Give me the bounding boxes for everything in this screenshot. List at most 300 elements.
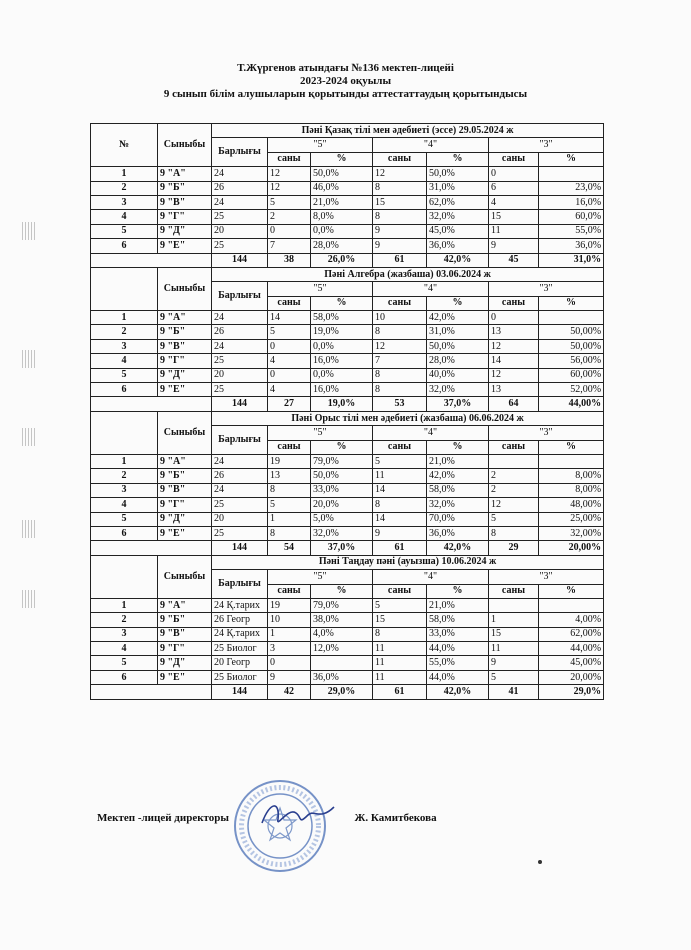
count-header: саны — [373, 440, 427, 454]
table-cell: 11 — [489, 642, 539, 656]
table-cell: 9 "Б" — [158, 469, 212, 483]
count-header: саны — [489, 152, 539, 166]
table-cell: 28,0% — [311, 239, 373, 253]
total-header: Барлығы — [212, 570, 268, 599]
table-cell: 25 — [212, 383, 268, 397]
table-cell: 3 — [91, 627, 158, 641]
table-cell: 11 — [373, 469, 427, 483]
table-cell: 14 — [268, 311, 311, 325]
table-cell: 48,00% — [539, 498, 604, 512]
class-header: Сыныбы — [158, 555, 212, 598]
table-cell: 62,00% — [539, 627, 604, 641]
table-cell: 8,0% — [311, 210, 373, 224]
table-cell — [539, 167, 604, 181]
grade-header: "3" — [489, 138, 604, 152]
grade-header: "4" — [373, 570, 489, 584]
num-header: № — [91, 124, 158, 167]
table-row — [91, 325, 604, 339]
table-cell: 31,0% — [427, 181, 489, 195]
table-cell: 9 "Г" — [158, 354, 212, 368]
table-cell: 45,00% — [539, 656, 604, 670]
table-cell: 25 Биолог — [212, 670, 268, 684]
table-cell: 9 "Д" — [158, 368, 212, 382]
table-row — [91, 498, 604, 512]
table-cell: 33,0% — [311, 483, 373, 497]
table-cell: 8 — [373, 181, 427, 195]
table-cell: 24 — [212, 483, 268, 497]
table-cell: 15 — [373, 195, 427, 209]
subject-title: Пәні Қазақ тілі мен әдебиеті (эссе) 29.05.2024 ж — [212, 124, 604, 138]
results-table — [90, 123, 604, 700]
total-cell: 29,0% — [311, 685, 373, 699]
table-cell: 14 — [489, 354, 539, 368]
table-cell: 9 "В" — [158, 627, 212, 641]
table-cell: 50,0% — [311, 167, 373, 181]
table-cell: 8,00% — [539, 469, 604, 483]
table-cell: 50,00% — [539, 325, 604, 339]
table-cell: 1 — [91, 454, 158, 468]
table-cell: 4 — [489, 195, 539, 209]
table-cell: 9 "Д" — [158, 656, 212, 670]
table-row — [91, 627, 604, 641]
table-cell: 44,0% — [427, 670, 489, 684]
table-cell: 50,00% — [539, 339, 604, 353]
table-cell: 5 — [91, 224, 158, 238]
table-cell: 9 "В" — [158, 195, 212, 209]
table-cell: 9 "А" — [158, 167, 212, 181]
pct-header: % — [311, 584, 373, 598]
table-cell: 9 "Е" — [158, 383, 212, 397]
table-cell: 5,0% — [311, 512, 373, 526]
table-cell: 24 Қ.тарих — [212, 627, 268, 641]
document-header — [0, 62, 691, 101]
total-cell: 61 — [373, 685, 427, 699]
pct-header: % — [539, 296, 604, 310]
total-cell: 144 — [212, 685, 268, 699]
table-cell: 0 — [489, 311, 539, 325]
pct-header: % — [427, 152, 489, 166]
table-cell: 15 — [373, 613, 427, 627]
table-cell: 9 "Г" — [158, 498, 212, 512]
pct-header: % — [427, 440, 489, 454]
table-cell: 9 "А" — [158, 598, 212, 612]
total-cell: 144 — [212, 397, 268, 411]
table-cell: 32,0% — [311, 526, 373, 540]
table-row — [91, 613, 604, 627]
total-header: Барлығы — [212, 426, 268, 455]
table-cell: 12,0% — [311, 642, 373, 656]
table-cell: 6 — [91, 383, 158, 397]
table-cell — [539, 598, 604, 612]
table-cell: 3 — [91, 483, 158, 497]
total-row-spacer — [91, 253, 212, 267]
num-header — [91, 267, 158, 310]
total-cell: 144 — [212, 253, 268, 267]
total-cell: 29,0% — [539, 685, 604, 699]
table-cell: 36,0% — [427, 526, 489, 540]
table-cell: 1 — [489, 613, 539, 627]
total-cell: 42,0% — [427, 541, 489, 555]
table-cell: 7 — [373, 354, 427, 368]
academic-year: 2023-2024 оқуылы — [299, 75, 392, 87]
table-cell: 0,0% — [311, 368, 373, 382]
total-cell: 38 — [268, 253, 311, 267]
pct-header: % — [427, 584, 489, 598]
table-cell: 28,0% — [427, 354, 489, 368]
table-cell: 33,0% — [427, 627, 489, 641]
table-cell: 5 — [268, 195, 311, 209]
table-cell: 25 — [212, 210, 268, 224]
scan-artifact — [22, 350, 36, 368]
director-name: Ж. Камитбекова — [354, 812, 437, 824]
table-cell: 5 — [91, 656, 158, 670]
table-cell: 16,0% — [311, 354, 373, 368]
subject-header-row — [91, 555, 604, 569]
table-cell: 20 — [212, 368, 268, 382]
table-cell: 9 "А" — [158, 454, 212, 468]
table-cell: 5 — [91, 368, 158, 382]
table-cell: 19 — [268, 454, 311, 468]
pct-header: % — [311, 296, 373, 310]
table-cell: 32,00% — [539, 526, 604, 540]
total-cell: 42,0% — [427, 685, 489, 699]
total-cell: 29 — [489, 541, 539, 555]
grade-header: "5" — [268, 138, 373, 152]
table-cell: 16,0% — [539, 195, 604, 209]
table-cell: 24 — [212, 454, 268, 468]
table-cell — [311, 656, 373, 670]
school-name: Т.Жүргенов атындағы №136 мектеп-лицейі — [237, 62, 454, 74]
total-cell: 42,0% — [427, 253, 489, 267]
table-cell: 23,0% — [539, 181, 604, 195]
pct-header: % — [427, 296, 489, 310]
grade-header: "5" — [268, 282, 373, 296]
table-cell: 26 — [212, 325, 268, 339]
table-cell: 32,0% — [427, 498, 489, 512]
num-header — [91, 555, 158, 598]
table-cell: 62,0% — [427, 195, 489, 209]
table-cell: 0 — [489, 167, 539, 181]
table-cell: 8 — [373, 368, 427, 382]
table-cell: 14 — [373, 512, 427, 526]
table-row — [91, 354, 604, 368]
table-row — [91, 195, 604, 209]
table-row — [91, 483, 604, 497]
pct-header: % — [539, 440, 604, 454]
table-cell: 6 — [489, 181, 539, 195]
table-cell: 25 — [212, 526, 268, 540]
table-cell: 8 — [268, 483, 311, 497]
subject-title: Пәні Алгебра (жазбаша) 03.06.2024 ж — [212, 267, 604, 281]
table-cell: 8 — [373, 210, 427, 224]
table-cell: 42,0% — [427, 311, 489, 325]
count-header: саны — [373, 152, 427, 166]
table-cell: 12 — [373, 339, 427, 353]
grade-header: "5" — [268, 570, 373, 584]
table-cell: 2 — [91, 469, 158, 483]
table-cell: 3 — [91, 195, 158, 209]
table-cell: 79,0% — [311, 454, 373, 468]
total-row-spacer — [91, 397, 212, 411]
table-cell — [489, 598, 539, 612]
table-cell: 50,0% — [427, 339, 489, 353]
table-cell: 8 — [373, 498, 427, 512]
table-cell: 4 — [268, 354, 311, 368]
table-row — [91, 454, 604, 468]
class-header: Сыныбы — [158, 267, 212, 310]
table-cell: 20 — [212, 224, 268, 238]
table-cell: 5 — [268, 498, 311, 512]
table-cell: 0 — [268, 368, 311, 382]
table-cell: 42,0% — [427, 469, 489, 483]
table-cell: 12 — [489, 368, 539, 382]
table-cell: 21,0% — [311, 195, 373, 209]
table-cell: 2 — [91, 613, 158, 627]
table-cell: 0 — [268, 339, 311, 353]
table-cell: 24 — [212, 311, 268, 325]
count-header: саны — [373, 296, 427, 310]
total-cell: 61 — [373, 253, 427, 267]
table-cell: 11 — [373, 656, 427, 670]
table-cell: 0 — [268, 224, 311, 238]
table-row — [91, 526, 604, 540]
table-cell: 50,0% — [311, 469, 373, 483]
table-cell: 45,0% — [427, 224, 489, 238]
table-cell: 24 Қ.тарих — [212, 598, 268, 612]
table-cell: 55,0% — [427, 656, 489, 670]
table-cell: 20,0% — [311, 498, 373, 512]
table-cell: 11 — [373, 642, 427, 656]
grade-header: "3" — [489, 570, 604, 584]
table-cell: 0,0% — [311, 224, 373, 238]
subject-title: Пәні Орыс тілі мен әдебиеті (жазбаша) 06.06.2024 ж — [212, 411, 604, 425]
count-header: саны — [268, 584, 311, 598]
table-cell: 4 — [91, 210, 158, 224]
table-cell: 21,0% — [427, 598, 489, 612]
table-row — [91, 210, 604, 224]
total-row — [91, 541, 604, 555]
table-cell: 11 — [373, 670, 427, 684]
grade-header: "3" — [489, 426, 604, 440]
table-cell: 1 — [91, 311, 158, 325]
total-cell: 64 — [489, 397, 539, 411]
scan-dot — [538, 860, 542, 864]
total-row-spacer — [91, 541, 212, 555]
count-header: саны — [373, 584, 427, 598]
total-cell: 19,0% — [311, 397, 373, 411]
table-cell: 9 "Е" — [158, 670, 212, 684]
table-cell: 9 "Е" — [158, 526, 212, 540]
table-cell: 15 — [489, 627, 539, 641]
table-cell: 36,0% — [539, 239, 604, 253]
table-cell: 9 "Г" — [158, 642, 212, 656]
table-cell: 9 — [373, 526, 427, 540]
table-cell: 8 — [268, 526, 311, 540]
scan-artifact — [22, 222, 36, 240]
grade-header: "4" — [373, 426, 489, 440]
pct-header: % — [311, 440, 373, 454]
table-cell: 4 — [91, 498, 158, 512]
total-cell: 54 — [268, 541, 311, 555]
table-cell: 7 — [268, 239, 311, 253]
table-cell: 2 — [268, 210, 311, 224]
table-cell: 8 — [373, 383, 427, 397]
table-cell: 52,00% — [539, 383, 604, 397]
table-cell: 24 — [212, 195, 268, 209]
subject-header-row — [91, 267, 604, 281]
document-title: 9 сынып білім алушыларын қорытынды аттестаттаудың қорытындысы — [163, 88, 528, 100]
table-cell: 44,00% — [539, 642, 604, 656]
table-cell: 26 — [212, 469, 268, 483]
subject-title: Пәні Таңдау пәні (ауызша) 10.06.2024 ж — [212, 555, 604, 569]
total-row-spacer — [91, 685, 212, 699]
table-row — [91, 239, 604, 253]
table-cell: 25 Биолог — [212, 642, 268, 656]
table-cell: 3 — [268, 642, 311, 656]
table-cell: 55,0% — [539, 224, 604, 238]
total-cell: 27 — [268, 397, 311, 411]
table-cell: 9 "А" — [158, 311, 212, 325]
table-cell: 8 — [373, 627, 427, 641]
total-cell: 44,00% — [539, 397, 604, 411]
class-header: Сыныбы — [158, 411, 212, 454]
table-cell: 40,0% — [427, 368, 489, 382]
table-cell: 26 Геогр — [212, 613, 268, 627]
pct-header: % — [539, 152, 604, 166]
table-cell: 9 "Д" — [158, 512, 212, 526]
count-header: саны — [489, 296, 539, 310]
table-row — [91, 642, 604, 656]
table-cell: 9 "Д" — [158, 224, 212, 238]
table-cell: 24 — [212, 339, 268, 353]
table-cell — [539, 454, 604, 468]
total-cell: 61 — [373, 541, 427, 555]
table-cell — [489, 454, 539, 468]
table-cell: 58,0% — [311, 311, 373, 325]
table-cell: 6 — [91, 526, 158, 540]
total-header: Барлығы — [212, 282, 268, 311]
table-cell: 20 — [212, 512, 268, 526]
table-cell: 9 — [489, 239, 539, 253]
table-cell: 11 — [489, 224, 539, 238]
table-cell: 9 "Е" — [158, 239, 212, 253]
subject-header-row — [91, 411, 604, 425]
table-cell: 9 — [268, 670, 311, 684]
table-cell: 10 — [268, 613, 311, 627]
table-cell: 2 — [91, 181, 158, 195]
table-cell: 3 — [91, 339, 158, 353]
total-header: Барлығы — [212, 138, 268, 167]
total-cell: 45 — [489, 253, 539, 267]
table-cell: 4 — [91, 642, 158, 656]
count-header: саны — [489, 440, 539, 454]
table-cell: 4 — [91, 354, 158, 368]
total-cell: 31,0% — [539, 253, 604, 267]
table-cell: 1 — [91, 167, 158, 181]
table-cell: 4 — [268, 383, 311, 397]
table-cell: 8 — [373, 325, 427, 339]
table-cell: 44,0% — [427, 642, 489, 656]
total-cell: 53 — [373, 397, 427, 411]
table-cell: 12 — [489, 339, 539, 353]
table-cell: 0 — [268, 656, 311, 670]
results-table-body — [91, 124, 604, 700]
table-cell: 36,0% — [311, 670, 373, 684]
total-row — [91, 685, 604, 699]
table-row — [91, 670, 604, 684]
table-row — [91, 512, 604, 526]
table-row — [91, 368, 604, 382]
table-cell: 9 "В" — [158, 483, 212, 497]
table-cell: 13 — [489, 325, 539, 339]
table-cell: 31,0% — [427, 325, 489, 339]
table-cell: 46,0% — [311, 181, 373, 195]
total-cell: 20,00% — [539, 541, 604, 555]
grade-header: "5" — [268, 426, 373, 440]
table-cell: 6 — [91, 670, 158, 684]
table-cell: 4,00% — [539, 613, 604, 627]
table-cell: 13 — [489, 383, 539, 397]
table-cell: 14 — [373, 483, 427, 497]
table-cell: 9 — [373, 239, 427, 253]
director-label: Мектеп -лицей директоры — [97, 812, 230, 824]
table-cell: 21,0% — [427, 454, 489, 468]
table-cell: 9 — [489, 656, 539, 670]
table-cell: 58,0% — [427, 483, 489, 497]
table-cell: 8,00% — [539, 483, 604, 497]
count-header: саны — [268, 296, 311, 310]
table-cell: 19,0% — [311, 325, 373, 339]
table-cell: 5 — [373, 598, 427, 612]
table-row — [91, 469, 604, 483]
num-header — [91, 411, 158, 454]
table-cell: 26 — [212, 181, 268, 195]
table-cell — [539, 311, 604, 325]
table-cell: 9 — [373, 224, 427, 238]
pct-header: % — [539, 584, 604, 598]
total-cell: 37,0% — [311, 541, 373, 555]
grade-header: "4" — [373, 282, 489, 296]
count-header: саны — [489, 584, 539, 598]
table-cell: 2 — [91, 325, 158, 339]
table-cell: 12 — [489, 498, 539, 512]
scan-artifact — [22, 590, 36, 608]
director-signature-line — [97, 812, 437, 824]
table-cell: 50,0% — [427, 167, 489, 181]
table-cell: 70,0% — [427, 512, 489, 526]
total-cell: 41 — [489, 685, 539, 699]
table-cell: 5 — [489, 670, 539, 684]
table-cell: 9 "Б" — [158, 613, 212, 627]
table-cell: 36,0% — [427, 239, 489, 253]
table-cell: 9 "Г" — [158, 210, 212, 224]
table-cell: 60,0% — [539, 210, 604, 224]
total-row — [91, 253, 604, 267]
table-cell: 0,0% — [311, 339, 373, 353]
table-row — [91, 598, 604, 612]
table-cell: 12 — [268, 167, 311, 181]
table-cell: 2 — [489, 483, 539, 497]
table-cell: 16,0% — [311, 383, 373, 397]
scan-artifact — [22, 428, 36, 446]
total-cell: 26,0% — [311, 253, 373, 267]
table-row — [91, 383, 604, 397]
table-cell: 25 — [212, 498, 268, 512]
table-row — [91, 339, 604, 353]
table-cell: 20,00% — [539, 670, 604, 684]
count-header: саны — [268, 152, 311, 166]
subject-header-row — [91, 124, 604, 138]
